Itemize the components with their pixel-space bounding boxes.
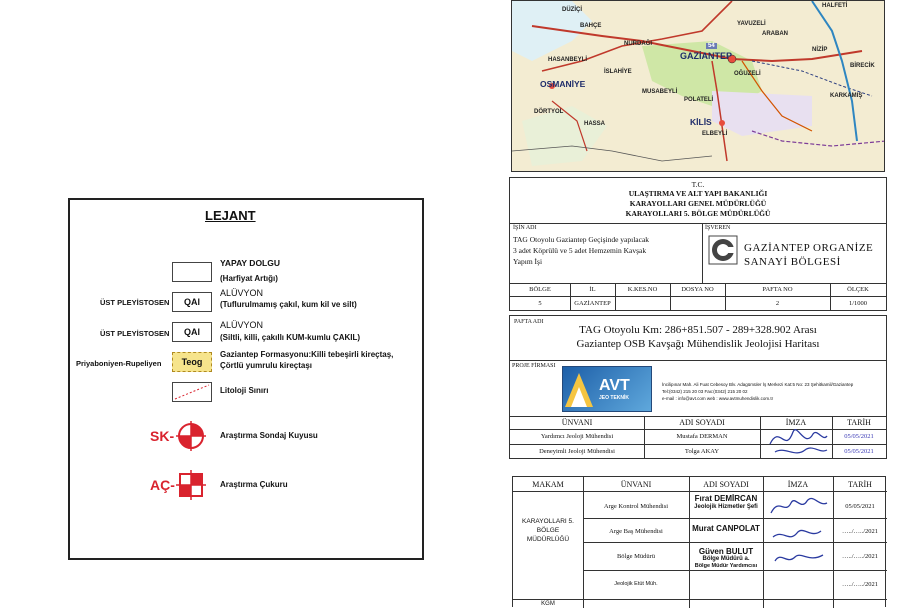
info-value: 5 [538, 300, 542, 307]
alluvium2-label: ALÜVYON [220, 320, 264, 330]
alluvium1-age: ÜST PLEYİSTOSEN [100, 298, 170, 307]
staff-name: Mustafa DERMAN [676, 433, 728, 440]
kgm-name-sub: Jeolojik Hizmetler Şefi [694, 504, 758, 510]
location-map [511, 0, 885, 172]
kgm-header: MAKAM [532, 480, 564, 489]
map-town: HASSA [584, 121, 606, 127]
teog-label: Gaziantep Formasyonu:Killi tebeşirli kireçtaş, [220, 350, 394, 359]
drill-symbol-icon [176, 421, 206, 451]
sheet-block [509, 315, 887, 459]
sheet-label: PAFTA ADI [514, 319, 544, 325]
alluvium2-swatch: QAl [172, 322, 212, 342]
map-town: YAVUZELİ [737, 21, 766, 27]
kgm-date: …../…../2021 [841, 581, 879, 588]
pit-symbol-icon [176, 470, 206, 500]
map-town: DÜZİÇİ [562, 7, 582, 13]
staff-title: Yardımcı Jeoloji Mühendisi [540, 433, 614, 440]
map-road-number: 54 [708, 43, 715, 49]
sheet-line2: Gaziantep OSB Kavşağı Mühendislik Jeolojisi Haritası [576, 338, 820, 350]
staff-date: 05/05/2021 [844, 433, 874, 440]
map-town: BİRECİK [850, 63, 875, 69]
job-line3: Yapım İşi [513, 257, 543, 266]
map-city-osmaniye: OSMANİYE [540, 79, 586, 89]
org-ministry: ULAŞTIRMA VE ALT YAPI BAKANLIĞI [628, 189, 768, 198]
map-town: İSLAHİYE [604, 69, 632, 75]
employer-label: İŞVEREN [705, 225, 731, 231]
kgm-header: İMZA [787, 480, 809, 489]
title-block [509, 177, 887, 311]
kgm-name: Murat CANPOLAT [692, 524, 760, 533]
pit-code: AÇ- [150, 477, 175, 493]
org-region: KARAYOLLARI 5. BÖLGE MÜDÜRLÜĞÜ [625, 209, 771, 218]
map-town: NURDAĞI [624, 41, 652, 47]
info-value: GAZİANTEP [574, 300, 611, 307]
staff-date: 05/05/2021 [844, 448, 874, 455]
staff-header: TARİH [847, 418, 871, 427]
map-town: HALFETİ [822, 3, 848, 9]
approval-block [512, 476, 886, 607]
teog-swatch: Teog [172, 352, 212, 372]
kgm-makam: KARAYOLLARI 5. BÖLGE MÜDÜRLÜĞÜ [522, 518, 574, 543]
teog-age: Priyaboniyen-Rupeliyen [76, 359, 162, 368]
info-value: 2 [775, 300, 780, 307]
kgm-title: Jeolojik Etüt Müh. [614, 581, 658, 587]
map-town: KARKAMIŞ [830, 93, 863, 99]
info-header: PAFTA NO [762, 286, 793, 293]
staff-header: İMZA [785, 418, 807, 427]
kgm-footer: KGM [541, 601, 555, 607]
firm-logo-icon [565, 369, 595, 409]
org-kgm: KARAYOLLARI GENEL MÜDÜRLÜĞÜ [629, 199, 767, 208]
info-header: DOSYA NO [681, 286, 714, 293]
kgm-title: Bölge Müdürü [616, 553, 656, 560]
map-city-gaziantep: GAZİANTEP [680, 51, 733, 61]
osb-logo-icon [708, 235, 738, 265]
job-line2: 3 adet Köprülü ve 5 adet Hemzemin Kavşak [513, 246, 647, 255]
signature-mark [765, 424, 830, 458]
map-town: ELBEYLİ [702, 131, 728, 137]
map-town: BAHÇE [580, 23, 602, 29]
kgm-name-sub: Bölge Müdürü a. [702, 556, 750, 562]
firm-logo [562, 366, 652, 412]
staff-title: Deneyimli Jeoloji Mühendisi [539, 448, 615, 455]
map-town: POLATELİ [684, 97, 714, 103]
kgm-date: …../…../2021 [841, 528, 879, 535]
info-header: BÖLGE [529, 286, 551, 293]
alluvium1-sub: (Tuflurulmamış çakıl, kum kil ve silt) [220, 300, 357, 309]
info-header: ÖLÇEK [847, 286, 869, 293]
employer-name2: SANAYİ BÖLGESİ [744, 256, 841, 268]
lithology-boundary-label: Litoloji Sınırı [220, 386, 269, 395]
firm-label: PROJE FİRMASI [512, 363, 556, 369]
map-town: MUSABEYLİ [642, 89, 678, 95]
alluvium1-swatch: QAl [172, 292, 212, 312]
info-header: İL [589, 286, 596, 293]
employer-name1: GAZİANTEP ORGANİZE [744, 242, 874, 254]
lithology-boundary-swatch [172, 382, 212, 402]
map-town: HASANBEYLİ [548, 57, 588, 63]
fill-swatch [172, 262, 212, 282]
kgm-header: TARİH [848, 480, 872, 489]
alluvium1-label: ALÜVYON [220, 288, 264, 298]
kgm-header: ÜNVANI [620, 480, 652, 489]
staff-header: ÜNVANI [561, 418, 593, 427]
kgm-header: ADI SOYADI [703, 480, 749, 489]
kgm-title: Arge Baş Mühendisi [609, 528, 663, 535]
staff-name: Tolga AKAY [684, 448, 720, 455]
map-city-kilis: KİLİS [690, 117, 712, 127]
kgm-title: Arge Kontrol Mühendisi [603, 503, 669, 510]
legend-title: LEJANT [205, 208, 256, 223]
org-tc: T.C. [691, 180, 705, 189]
kgm-name: Güven BULUT [698, 547, 754, 556]
legend-box [68, 198, 424, 560]
alluvium2-sub: (Siltli, killi, çakıllı KUM-kumlu ÇAKIL) [220, 333, 361, 342]
firm-email: e-mail : info@avt.com web : www.avtmuhendislik.com.tr [662, 396, 774, 401]
kgm-name: Fırat DEMİRCAN [694, 494, 758, 503]
pit-label: Araştırma Çukuru [220, 480, 288, 489]
kgm-date: …../…../2021 [841, 553, 879, 560]
fill-label: YAPAY DOLGU [220, 258, 280, 268]
job-label: İŞİN ADI [513, 225, 537, 231]
job-line1: TAG Otoyolu Gaziantep Geçişinde yapılacak [513, 235, 650, 244]
fill-sub: (Harfiyat Artığı) [220, 274, 278, 283]
map-town: ARABAN [762, 31, 788, 37]
sheet-line1: TAG Otoyolu Km: 286+851.507 - 289+328.902 Arası [579, 324, 817, 336]
alluvium2-age: ÜST PLEYİSTOSEN [100, 329, 170, 338]
firm-logo-sub: JEO TEKNİK [599, 395, 630, 401]
map-town: NİZİP [812, 47, 828, 53]
kgm-name-sub2: Bölge Müdür Yardımcısı [694, 563, 758, 569]
firm-logo-main: AVT [599, 377, 630, 394]
info-header: K.KES.NO [627, 286, 658, 293]
approval-signatures [765, 491, 831, 569]
staff-header: ADI SOYADI [679, 418, 725, 427]
info-value: 1/1000 [848, 300, 868, 307]
drill-label: Araştırma Sondaj Kuyusu [220, 431, 318, 440]
firm-phone: Tel:(0342) 215 20 03 Fax:(0342) 215 20 02 [662, 389, 748, 394]
teog-sub: Çörtlü yumrulu kireçtaşı [220, 361, 313, 370]
kgm-date: 05/05/2021 [845, 503, 875, 510]
firm-address: İncilipınar Mah. Ali Fuat Cebesoy Blv. Adagümüler İş Merkezi Kat:5 No: 23 Şehitkamil/Gaziantep [662, 382, 854, 387]
drill-code: SK- [150, 428, 175, 444]
map-town: DÖRTYOL [534, 109, 564, 115]
map-town: OĞUZELİ [734, 71, 761, 77]
boundary-line-icon [173, 383, 211, 401]
